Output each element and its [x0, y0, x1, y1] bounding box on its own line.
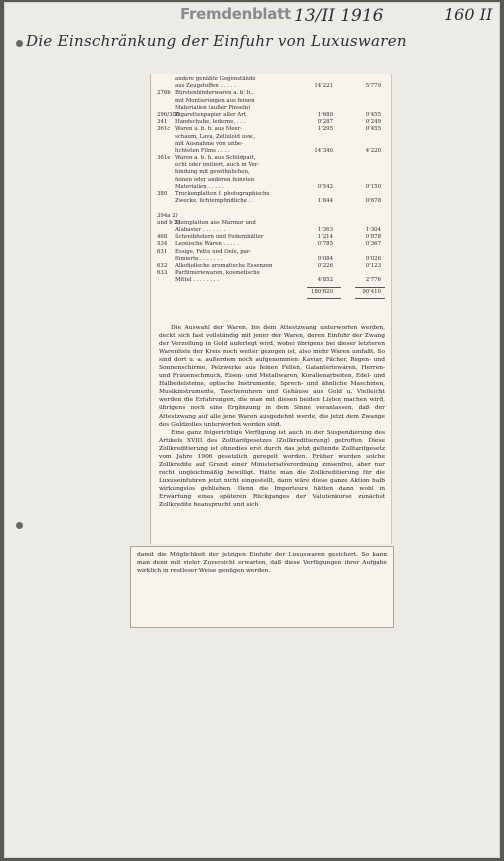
item-description: mit Ausnahme von unbe-	[175, 140, 243, 147]
item-number: 632	[157, 262, 168, 269]
item-description: Handschuhe, lederne, . . .	[175, 119, 246, 126]
item-number: 341	[157, 119, 168, 126]
item-number: 361e	[157, 155, 171, 162]
value-2: 0'150	[365, 183, 381, 190]
value-2: 2'776	[365, 277, 381, 284]
total-value-1: 180'620	[310, 289, 333, 295]
table-row	[157, 241, 387, 248]
article-paragraph: Die Auswahl der Waren, bis dem Attestzwang unterworfen werden, deckt sich fast vollständig mit jener der Waren, deren Einfuhr der Zwang der Verzollung in Gold auferlegt wird, wobei übrigens bei dieser letzteren Warenliste der Kreis noch weiter gezogen ist, also mehr Waren umfaßt. So sind dort u. a. außerdem noch aufgenommen: Kaviar, Fächer, Regen- und Sonnenschirme, Pelzwerke aus feinen Fellen, Galanteriewaren, Herren- und Frauenschmuck, Eisen- und Metallwaren, Korallenarbeiten, Edel- und Halbedelsteine, optische Instrumente, Sprech- und ähnliche Maschinen, Musikinstrumente, Taschenuhren und Gehäuse aus Gold u. Vielleicht werden die Erfahrungen, die man mit diesen beiden Listen machen wird, übrigens noch eine Ergänzung in dem Sinne veranlassen, daß der Attestzwang auf alle jene Waren ausgedehnt werde, die jetzt dem Zwange des Goldzolles unterworfen worden sind.	[159, 325, 385, 428]
item-description: schaum, Lava, Zelluloid usw.,	[175, 133, 256, 140]
item-description: echt oder imitiert, auch in Ver-	[175, 162, 260, 169]
total-underline	[355, 298, 385, 299]
item-description: feinen oder anderen feinsten	[175, 176, 255, 183]
value-1: 14'340	[314, 147, 333, 154]
table-row	[157, 148, 387, 155]
value-2: 5'779	[365, 83, 381, 90]
table-row	[157, 169, 387, 176]
sum-rule	[355, 287, 385, 288]
item-number: 380	[157, 191, 168, 197]
item-description: Materialien (außer Pinseln)	[175, 104, 251, 111]
value-2: 0'123	[365, 262, 381, 269]
item-description: Parfümeriewaren, kosmetische	[175, 270, 260, 277]
value-1: 1'295	[317, 126, 333, 133]
newspaper-clipping	[150, 74, 392, 544]
item-description: Zigarettenpapier aller Art	[175, 111, 246, 118]
item-description: Alkoholische aromatische Essenzen	[175, 262, 273, 269]
value-2: 0'878	[365, 234, 381, 241]
value-2: 0'678	[365, 198, 381, 205]
value-1: 0'542	[317, 183, 333, 190]
value-1: 1'363	[317, 226, 333, 233]
item-number: 534	[157, 241, 168, 248]
table-row	[157, 184, 387, 191]
item-description: Zwecke, lichtempfindliche . .	[175, 198, 254, 205]
value-1: 1'214	[317, 234, 333, 241]
item-description: Waren a. b. h. aus Meer-	[175, 126, 243, 133]
page-number: 160 II	[444, 5, 493, 24]
table-row	[157, 155, 387, 162]
item-description: Essige, Fette und Öele, par-	[175, 248, 252, 255]
value-1: 0'226	[317, 262, 333, 269]
table-row	[157, 270, 387, 277]
item-number: 361c	[157, 126, 171, 133]
table-row	[157, 112, 387, 119]
table-row	[157, 98, 387, 105]
value-1: 14'221	[314, 83, 333, 90]
table-row	[157, 83, 387, 90]
item-description: lichteten Films . . . .	[175, 147, 230, 154]
newspaper-stamp: Fremdenblatt	[180, 5, 291, 23]
article-body	[159, 324, 385, 509]
table-row	[157, 76, 387, 83]
item-description: Trockenplatten f. photographische	[175, 191, 270, 197]
value-1: 0'084	[317, 255, 333, 262]
item-description: mit Montierungen aus feinen	[175, 97, 255, 104]
total-underline	[307, 298, 341, 299]
item-number: 296/300	[157, 111, 180, 118]
punch-hole	[16, 522, 23, 529]
value-2: 0'455	[365, 126, 381, 133]
item-description: Bürstenbinderwaren a. b. h.,	[175, 90, 254, 97]
item-description: Materialien . . . . .	[175, 183, 224, 190]
table-row	[157, 198, 387, 205]
value-2: 0'249	[365, 119, 381, 126]
handwritten-date: 13/II 1916	[294, 6, 384, 26]
item-description: Leonische Waren . . . . .	[175, 241, 240, 248]
value-2: 4'220	[365, 147, 381, 154]
table-row	[157, 213, 387, 220]
item-description: Waren a. b. h. aus Schildpatt,	[175, 155, 256, 162]
table-row	[157, 126, 387, 133]
table-row	[157, 141, 387, 148]
item-number: und b 2)	[157, 219, 180, 226]
clipping-continuation	[130, 546, 394, 628]
tariff-table	[157, 76, 387, 284]
handwritten-title: Die Einschränkung der Einfuhr von Luxuswaren	[26, 32, 407, 50]
table-row	[157, 263, 387, 270]
continuation-text: damit die Möglichkeit der jetzigen Einfuhr der Luxuswaren gesichert. So kann man denn mit vieler Zuversicht erwarten, daß diese Verfügungen ihrer Aufgabe wirklich in restloser Weise genügen werden.	[137, 552, 387, 575]
item-number: 631	[157, 248, 168, 255]
value-1: 1'680	[317, 111, 333, 118]
value-2: 0'455	[365, 111, 381, 118]
value-1: 0'785	[317, 241, 333, 248]
item-description: Alabaster . . . . . . .	[175, 226, 226, 233]
table-row	[157, 277, 387, 284]
archive-sheet	[4, 2, 500, 858]
item-description: Steinplatten aus Marmor und	[175, 219, 256, 226]
item-number: 633	[157, 270, 168, 277]
table-row	[157, 162, 387, 169]
value-1: 1'844	[317, 198, 333, 205]
table-row	[157, 119, 387, 126]
article-paragraph: Eine ganz folgerichtige Verfügung ist auch in der Suspendierung des Artikels XVIII des Zolltarifgesetzes (Zollkreditierung) getroffen. Diese Zollkreditierung ist ohnedies erst durch das jetzt geltende Zolltarifgesetz vom Jahre 1906 gesetzlich geregelt worden. Früher wurden solche Zollkredite auf Grund einer Ministerialverordnung zinsenfrei, aber nur recht ungleichmäßig bewilligt. Hätte man die Zollkreditierung für die Luxuseinfuhren jetzt nicht eingestellt, dann wäre diese ganze Aktion halb wirkungslos geblieben. Denn die Importeure hätten dann wohl in Erwartung eines späteren Rückganges der Valutenkurse zunächst Zollkredite beansprucht und sich	[159, 429, 385, 509]
table-row	[157, 234, 387, 241]
value-1: 0'287	[317, 119, 333, 126]
item-description: Mittel . . . . . . . .	[175, 277, 219, 284]
table-row	[157, 256, 387, 263]
item-description: fümierte . . . . . . .	[175, 255, 223, 262]
item-number: 468	[157, 234, 168, 241]
table-row	[157, 220, 387, 227]
table-row	[157, 90, 387, 97]
table-row	[157, 134, 387, 141]
item-number: 394a 2)	[157, 212, 178, 219]
item-description: andere genähte Gegenstände	[175, 76, 256, 82]
table-row	[157, 177, 387, 184]
table-row	[157, 205, 387, 212]
value-2: 1'304	[365, 226, 381, 233]
sum-rule	[307, 287, 341, 288]
table-row	[157, 249, 387, 256]
value-2: 0'026	[365, 255, 381, 262]
table-row	[157, 105, 387, 112]
total-row	[157, 289, 387, 296]
table-row	[157, 191, 387, 198]
value-2: 0'367	[365, 241, 381, 248]
punch-hole	[16, 40, 23, 47]
item-description: aus Zeugstoffen . . . . .	[175, 83, 236, 90]
item-description: bindung mit gewöhnlichen,	[175, 169, 250, 176]
value-1: 4'852	[317, 277, 333, 284]
table-row	[157, 227, 387, 234]
total-value-2: 90'410	[362, 289, 381, 295]
item-number: 276b	[157, 90, 171, 97]
item-description: Schreibfedern und Federnhälter	[175, 234, 264, 241]
